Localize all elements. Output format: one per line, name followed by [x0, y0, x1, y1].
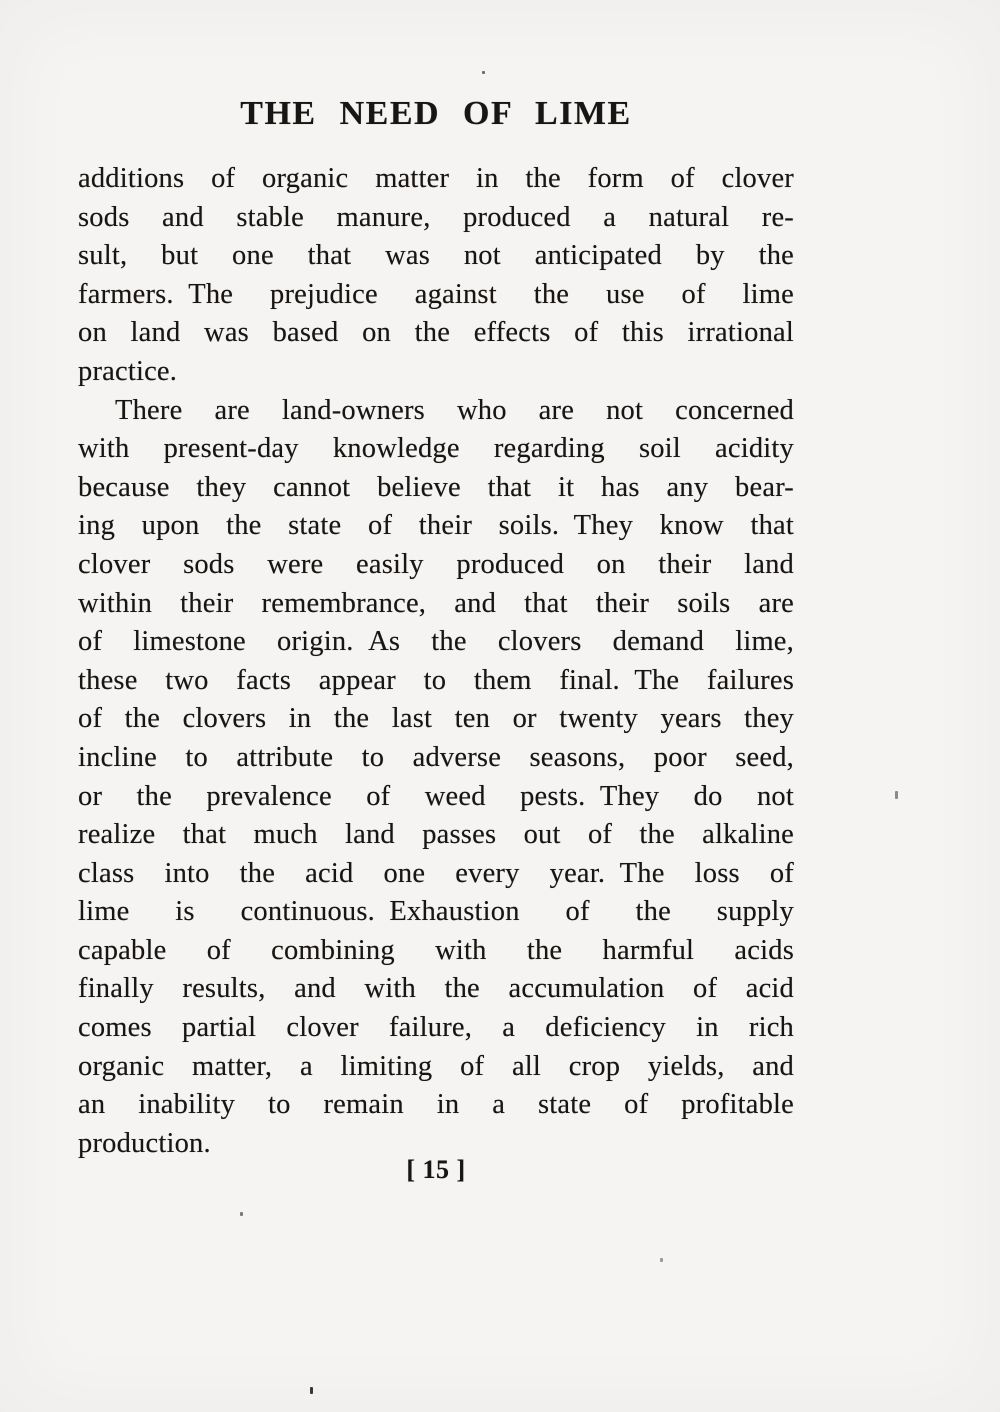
text-line: additions of organic matter in the form of clover — [78, 163, 794, 194]
text-line: comes partial clover failure, a deficiency in rich — [78, 1012, 794, 1044]
text-line: incline to attribute to adverse seasons, poor seed, — [78, 741, 794, 773]
paragraph — [78, 160, 794, 392]
text-block — [78, 0, 794, 1412]
scan-speck — [310, 1387, 313, 1394]
text-line: of the clovers in the last ten or twenty years they — [78, 703, 794, 735]
text-line: lime is continuous. Exhaustion of the supply — [78, 896, 794, 928]
text-line: production. — [78, 1127, 211, 1159]
body-text — [78, 160, 794, 1163]
text-line: organic matter, a limiting of all crop yields, and — [78, 1050, 794, 1082]
text-line: ing upon the state of their soils. They know that — [78, 510, 794, 542]
text-line: class into the acid one every year. The loss of — [78, 857, 794, 889]
text-line: because they cannot believe that it has any bear- — [78, 471, 794, 503]
text-line: sult, but one that was not anticipated by the — [78, 240, 794, 272]
text-line: within their remembrance, and that their soils are — [78, 587, 794, 619]
paragraph — [78, 392, 794, 1164]
text-line: sods and stable manure, produced a natural re- — [78, 201, 794, 233]
scan-speck — [240, 1212, 243, 1216]
text-line: practice. — [78, 355, 178, 387]
text-line: clover sods were easily produced on their land — [78, 548, 794, 580]
scan-speck — [482, 71, 485, 74]
page-title: THE NEED OF LIME — [240, 95, 632, 132]
text-line: of limestone origin. As the clovers demand lime, — [78, 626, 794, 658]
scan-speck — [660, 1258, 663, 1262]
scan-speck — [895, 791, 898, 799]
text-line: finally results, and with the accumulation of acid — [78, 973, 794, 1005]
page-number: [ 15 ] — [406, 1155, 466, 1184]
text-line: an inability to remain in a state of profitable — [78, 1089, 794, 1121]
text-line: with present-day knowledge regarding soil acidity — [78, 433, 794, 465]
text-line: farmers. The prejudice against the use of lime — [78, 278, 794, 310]
text-line: There are land-owners who are not concerned — [115, 394, 794, 426]
text-line: these two facts appear to them final. The failures — [78, 664, 794, 696]
text-line: realize that much land passes out of the alkaline — [78, 819, 794, 851]
text-line: or the prevalence of weed pests. They do not — [78, 780, 794, 812]
text-line: on land was based on the effects of this irrational — [78, 317, 794, 349]
text-line: capable of combining with the harmful acids — [78, 934, 794, 966]
